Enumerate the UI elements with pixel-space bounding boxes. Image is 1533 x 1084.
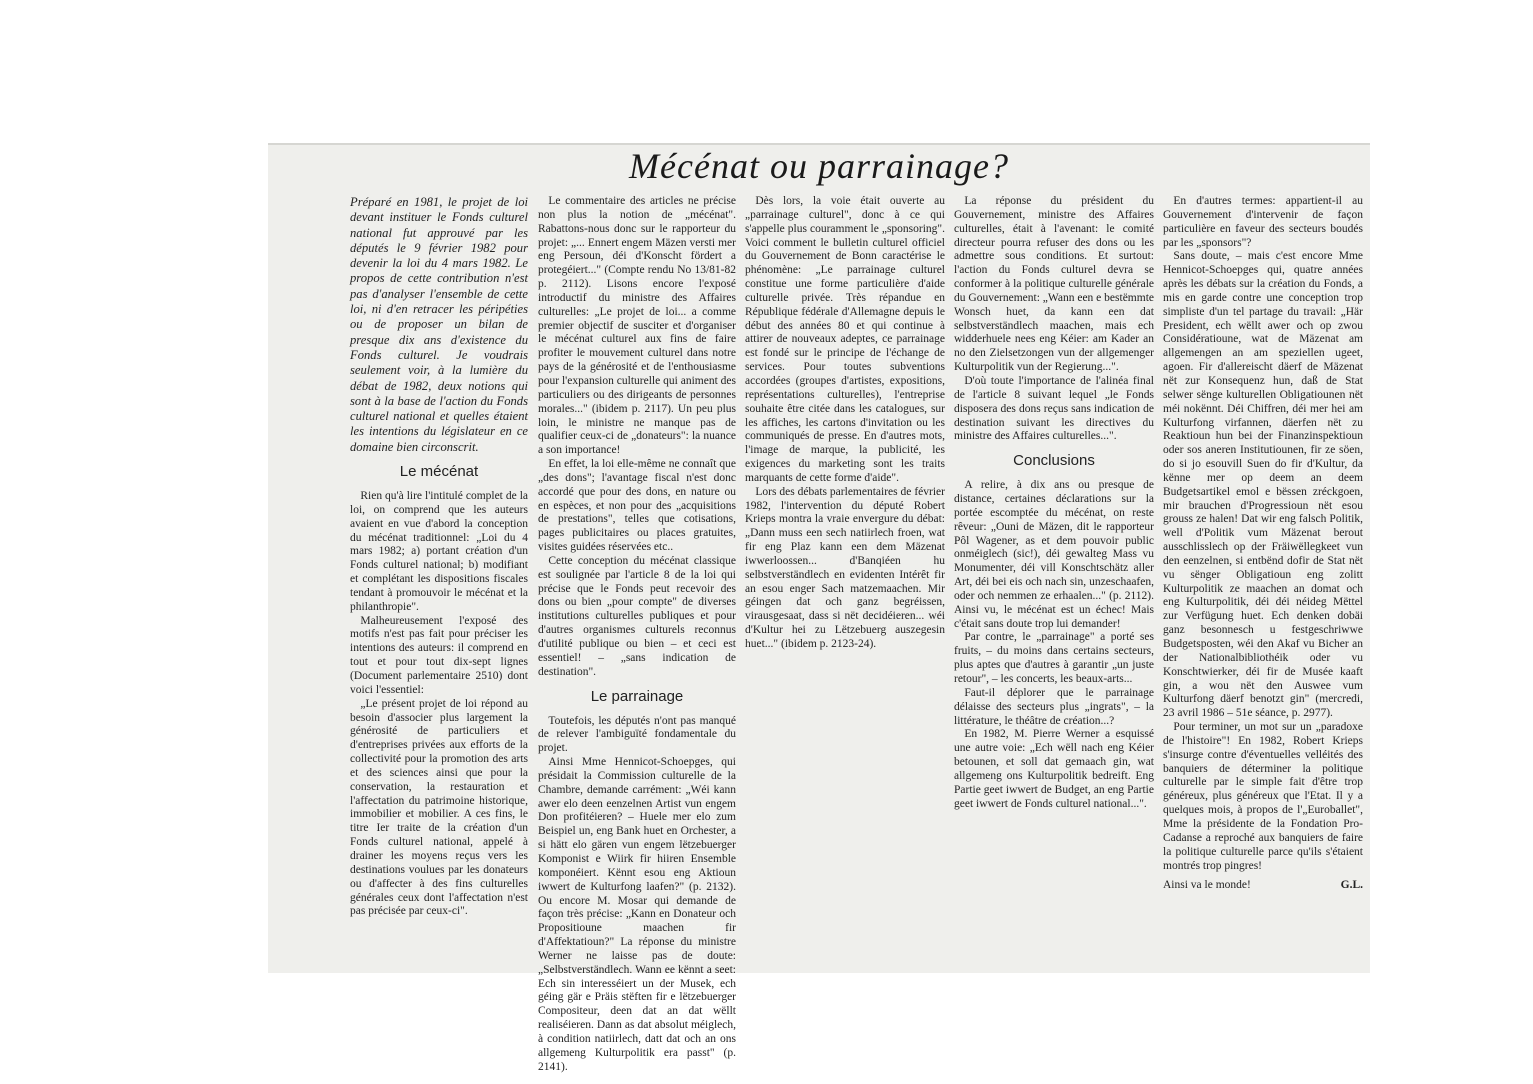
closing-remark: Ainsi va le monde! [1163, 879, 1251, 892]
column-5 [1163, 195, 1363, 893]
newspaper-clipping [268, 143, 1370, 1073]
signature-line [1163, 879, 1363, 893]
paragraph: En effet, la loi elle-même ne connaît que „des dons"; l'avantage fiscal n'est donc accordé que pour des dons, en nature ou en espèces, et non pour des „acquisitions de prestations", telles que cotisations, pages publicitaires ou places gratuites, visites guidées réservées etc.. [538, 458, 736, 554]
paragraph: En 1982, M. Pierre Werner a esquissé une autre voie: „Ech wëll nach eng Kéier betounen, et soll dat gemaach gin, wat allgemeng ons Kulturpolitik bedreift. Eng Partie geet iwwert de Budget, an eng Partie geet iwwert de Fonds culturel national...". [954, 728, 1154, 810]
paragraph: Toutefois, les députés n'ont pas manqué de relever l'ambiguïté fondamentale du projet. [538, 714, 736, 755]
paragraph: Ainsi Mme Hennicot-Schoepges, qui présidait la Commission culturelle de la Chambre, demande carrément: „Wéi kann awer elo deen eenzelnen Artist vun engem Don profitéieren? – Huele mer elo zum Beispiel un, eng Bank huet en Orchester, a si hätt elo gären vun engem lëtzebuerger Komponist e Wiirk fir hiiren Ensemble komponéiert. Kënnt esou eng Aktioun iwwert de Kulturfong laafen?" (p. 2132). Ou encore M. Mosar qui demande de façon très précise: „Kann en Donateur och Propositioune maachen fir d'Affektatioun?" La réponse du ministre Werner ne laisse pas de doute: „Selbstverständlech. Wann ee kënnt a seet: Ech sin interesséiert un der Musek, ech géing gär e Präis stëften fir e lëtzebuerger Compositeur, deen dat an dat wëllt realiséieren. Dann as dat absolut méiglech, à condition natiirlech, datt dat och an ons allgemeng Kulturpolitik era passt" (p. 2141). [538, 756, 736, 1073]
paragraph: En d'autres termes: appartient-il au Gouvernement d'intervenir de façon particulière en faveur des secteurs boudés par les „sponsors"? [1163, 195, 1363, 249]
paragraph: Le commentaire des articles ne précise non plus la notion de „mécénat". Rabattons-nous donc sur le rapporteur du projet: „... Ennert engem Mäzen versti mer eng Persoun, déi d'Konscht fördert a protegéiert..." (Compte rendu No 13/81-82 p. 2112). Lisons encore l'exposé introductif du ministre des Affaires culturelles: „Le projet de loi... a comme premier objectif de susciter et d'organiser le mécénat culturel aux fins de faire profiter le mouvement culturel dans notre pays de la générosité et de l'enthousiasme pour l'expansion culturelle qui animent des particuliers ou des dirigeants de personnes morales..." (ibidem p. 2117). Un peu plus loin, le ministre ne manque pas de qualifier ceux-ci de „donateurs": la nuance a son importance! [538, 195, 736, 457]
paragraph: Sans doute, – mais c'est encore Mme Hennicot-Schoepges qui, quatre années après les débats sur la création du Fonds, a mis en garde contre une conception trop simpliste d'un tel partage du travail: „Här President, ech wëllt awer och op zwou Considératioune, wat de Mäzenat am allgemengen an am speziellen ugeet, agoen. Fir d'allereischt däerf de Mäzenat nët zur Konsequenz hun, daß de Stat selwer sënge kulturellen Obligatiounen nët méi nokënnt. Déi Chiffren, déi mer hei am Kulturfong virfannen, däerfen nët zu Reaktioun hun bei der Finanzinspektioun oder sos aneren Institutiounen, fir ze söen, do si jo esouvill Suen do fir d'Kultur, da kënne mer op deem an deem Budgetsartikel emol e bëssen zréckgoen, mir brauchen d'Progressioun nët esou grouss ze halen! Dat wir eng falsch Politik, well d'Politik vum Mäzenat berout ausschlisslech op der Fräiwëllegkeet vun den eenzelnen, si entbënd dofir de Stat nët vu sënger Obligatioun eng zolitt Kulturpolitik ze maachen an domat och eng Kulturpolitik, déi déi néideg Mëttel zur Verfügung huet. Ech denken dobäi ganz besonnesch u festgeschriwwe Budgetsposten, wéi den Akaf vu Bicher an der Nationalbibliothéik oder vu Konschtwierker, déi fir de Musée kaaft gin, a wou nët den Auswee vum Kulturfong däerf benotzt gin" (mercredi, 23 avril 1986 – 51e séance, p. 2977). [1163, 250, 1363, 720]
author-byline: G.L. [1340, 879, 1363, 892]
paragraph: Pour terminer, un mot sur un „paradoxe de l'histoire"! En 1982, Robert Krieps s'insurge contre d'éventuelles velléités des banquiers de déterminer la politique culturelle par le simple fait d'être trop généreux, plus généreux que l'Etat. Il y a quelques mois, à propos de l'„Euroballet", Mme la présidente de la Fondation Pro-Cadanse a reproché aux banquiers de faire la politique culturelle parce qu'ils s'étaient montrés trop pingres! [1163, 721, 1363, 872]
paragraph: Lors des débats parlementaires de février 1982, l'intervention du député Robert Krieps montra la vraie envergure du débat: „Dann muss een sech natiirlech froen, wat fir eng Plaz kann een dem Mäzenat iwwerloossen... d'Banqiéen hu selbstverständlech en evidenten Intérêt fir an esou enger Sach matzemaachen. Mir géingen dat och ganz begréissen, virausgesaat, dass si nët decidéieren... wéi d'Kultur hei zu Lëtzebuerg auszegesin huet..." (ibidem p. 2123-24). [745, 485, 945, 650]
paragraph: Malheureusement l'exposé des motifs n'est pas fait pour préciser les intentions des auteurs: il comprend en tout et pour tout dix-sept lignes (Document parlementaire 2510) dont voici l'essentiel: [350, 614, 528, 696]
article-title: Mécénat ou parrainage? [629, 146, 1009, 186]
paragraph: A relire, à dix ans ou presque de distance, certaines déclarations sur la portée escomptée du mécénat, on reste rêveur: „Ouni de Mäzen, dit le rapporteur Pôl Wagener, as et dem pouvoir public onméiglech (sic!), déi gewalteg Mass vu Monumenter, déi vill Konschtschätz aller Art, déi bei eis och nach sin, unzeschaafen, oder och nemmen ze erhaalen..." (p. 2112). Ainsi vu, le mécénat est un échec! Mais c'était sans doute trop lui demander! [954, 479, 1154, 630]
paragraph: D'où toute l'importance de l'alinéa final de l'article 8 suivant lequel „le Fonds disposera des dons reçus sans indication de destination suivant les directives du ministre des Affaires culturelles...". [954, 374, 1154, 443]
paragraph: Cette conception du mécénat classique est soulignée par l'article 8 de la loi qui précise que le Fonds peut recevoir des dons ou bien „pour compte" de diverses institutions culturelles publiques et pour d'autres organismes culturels reconnus d'utilité publique ou bien – et ceci est essentiel! – „sans indication de destination". [538, 554, 736, 678]
heading-mecenat: Le mécénat [399, 463, 479, 481]
paragraph: La réponse du président du Gouvernement, ministre des Affaires culturelles, était à l'avenant: le comité directeur pourra refuser des dons ou les admettre sous conditions. Et surtout: l'action du Fonds culturel devra se conformer à la politique culturelle générale du Gouvernement: „Wann een e bestëmmte Wonsch huet, da kann een dat selbstverständlech maachen, mais ech widderhuele nees eng Kéier: am Kader an no den Zielsetzongen vun der allgemenger Kulturpolitik vun der Regierung...". [954, 195, 1154, 374]
column-2 [538, 195, 736, 1074]
heading-parrainage: Le parrainage [590, 687, 684, 705]
paragraph: Par contre, le „parrainage" a porté ses fruits, – du moins dans certains secteurs, plus aptes que d'autres à garantir „un juste retour", – les concerts, les beaux-arts... [954, 631, 1154, 685]
paragraph: Dès lors, la voie était ouverte au „parrainage culturel", donc à ce qui s'appelle plus couramment le „sponsoring". Voici comment le bulletin culturel officiel du Gouvernement de Bonn caractérise le phénomène: „Le parrainage culturel constitue une forme particulière d'aide culturelle privée. Très répandue en République fédérale d'Allemagne depuis le début des années 80 et qui continue à attirer de nouveaux adeptes, ce parrainage est fondé sur le principe de l'échange de services. Pour toutes subventions accordées (groupes d'artistes, expositions, représentations culturelles), l'entreprise souhaite être citée dans les catalogues, sur les affiches, les cartons d'invitation ou les communiqués de presse. En d'autres mots, l'image de marque, la publicité, les exigences du marketing sont les traits marquants de cette forme d'aide". [745, 195, 945, 484]
quote-paragraph: „Le présent projet de loi répond au besoin d'associer plus largement la générosité de particuliers et d'entreprises privées aux efforts de la collectivité pour la promotion des arts et des sciences ainsi que pour la conservation, la restauration et l'affectation du patrimoine historique, immobilier et mobilier. A ces fins, le titre Ier traite de la création d'un Fonds culturel national, appelé à drainer les moyens reçus vers les destinations voulues par les donateurs ou d'affecter à des fins culturelles générales ceux dont l'affectation n'est pas précisée par ceux-ci". [350, 697, 528, 918]
column-4 [954, 195, 1154, 811]
intro-paragraph: Préparé en 1981, le projet de loi devant instituer le Fonds culturel national fut approuvé par les députés le 9 février 1982 pour devenir la loi du 4 mars 1982. Le propos de cette contribution n'est pas d'analyser l'ensemble de cette loi, ni d'en retracer les péripéties ou de proposer un bilan de presque dix ans d'existence du Fonds culturel. Je voudrais seulement voir, à la lumière du débat de 1982, deux notions qui sont à la base de l'action du Fonds culturel national et quelles étaient les intentions du législateur en ce domaine bien circonscrit. [350, 195, 528, 454]
paragraph: Faut-il déplorer que le parrainage délaisse des secteurs plus „ingrats", – la littérature, le théâtre de création...? [954, 686, 1154, 727]
column-3 [745, 195, 945, 652]
paragraph: Rien qu'à lire l'intitulé complet de la loi, on comprend que les auteurs avaient en vue d'abord la conception du mécénat traditionnel: „Loi du 4 mars 1982; a) portant création d'un Fonds culturel national; b) modifiant et complétant les dispositions fiscales tendant à promouvoir le mécénat et la philanthropie". [350, 490, 528, 613]
heading-conclusions: Conclusions [1013, 452, 1095, 470]
column-1 [350, 195, 528, 919]
